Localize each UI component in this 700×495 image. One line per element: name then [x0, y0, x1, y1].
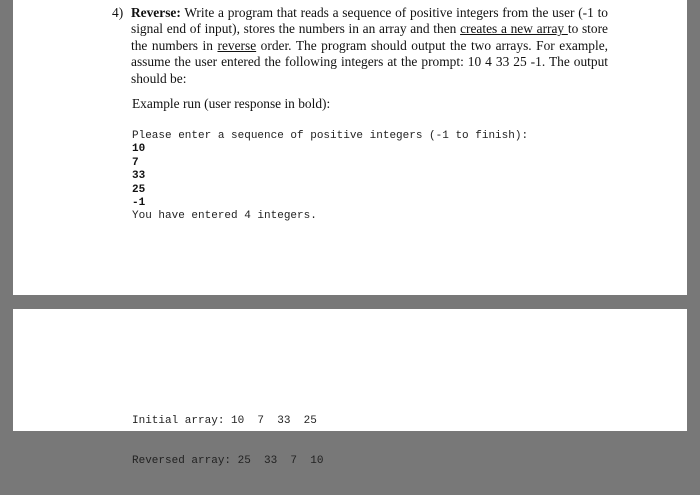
problem-text-b: to store the numbers in	[131, 21, 609, 53]
example-label: Example run (user response in bold):	[132, 96, 331, 111]
input-line: 25	[132, 183, 146, 196]
input-line: 33	[132, 170, 146, 183]
output-block	[132, 388, 323, 495]
problem-text	[131, 5, 608, 87]
document-page-2	[13, 309, 687, 468]
example-run	[132, 130, 528, 224]
input-line: -1	[132, 197, 146, 210]
problem-text-c: order. The program should output the two arrays. For example, assume the user entered the following integers at the prompt: 10 4 33 25 -1. The output should be:	[131, 37, 608, 86]
problem-underline-reverse: reverse	[217, 37, 257, 53]
problem-number: 4)	[112, 5, 124, 20]
prompt-line: Please enter a sequence of positive integers (-1 to finish):	[132, 130, 529, 142]
problem-text-a: Write a program that reads a sequence of positive integers from the user (-1 to signal end of input), stores the numbers in an array and then	[131, 5, 608, 37]
input-line: 7	[132, 156, 139, 169]
initial-array-line: Initial array: 10 7 33 25	[132, 414, 317, 427]
input-line: 10	[132, 143, 146, 156]
summary-line: You have entered 4 integers.	[132, 210, 317, 223]
problem-title: Reverse:	[131, 5, 181, 20]
reversed-array-line: Reversed array: 25 33 7 10	[132, 455, 324, 468]
problem-underline-new-array: creates a new array	[460, 21, 568, 37]
problem-statement	[112, 5, 608, 87]
document-page-1	[13, 0, 687, 295]
